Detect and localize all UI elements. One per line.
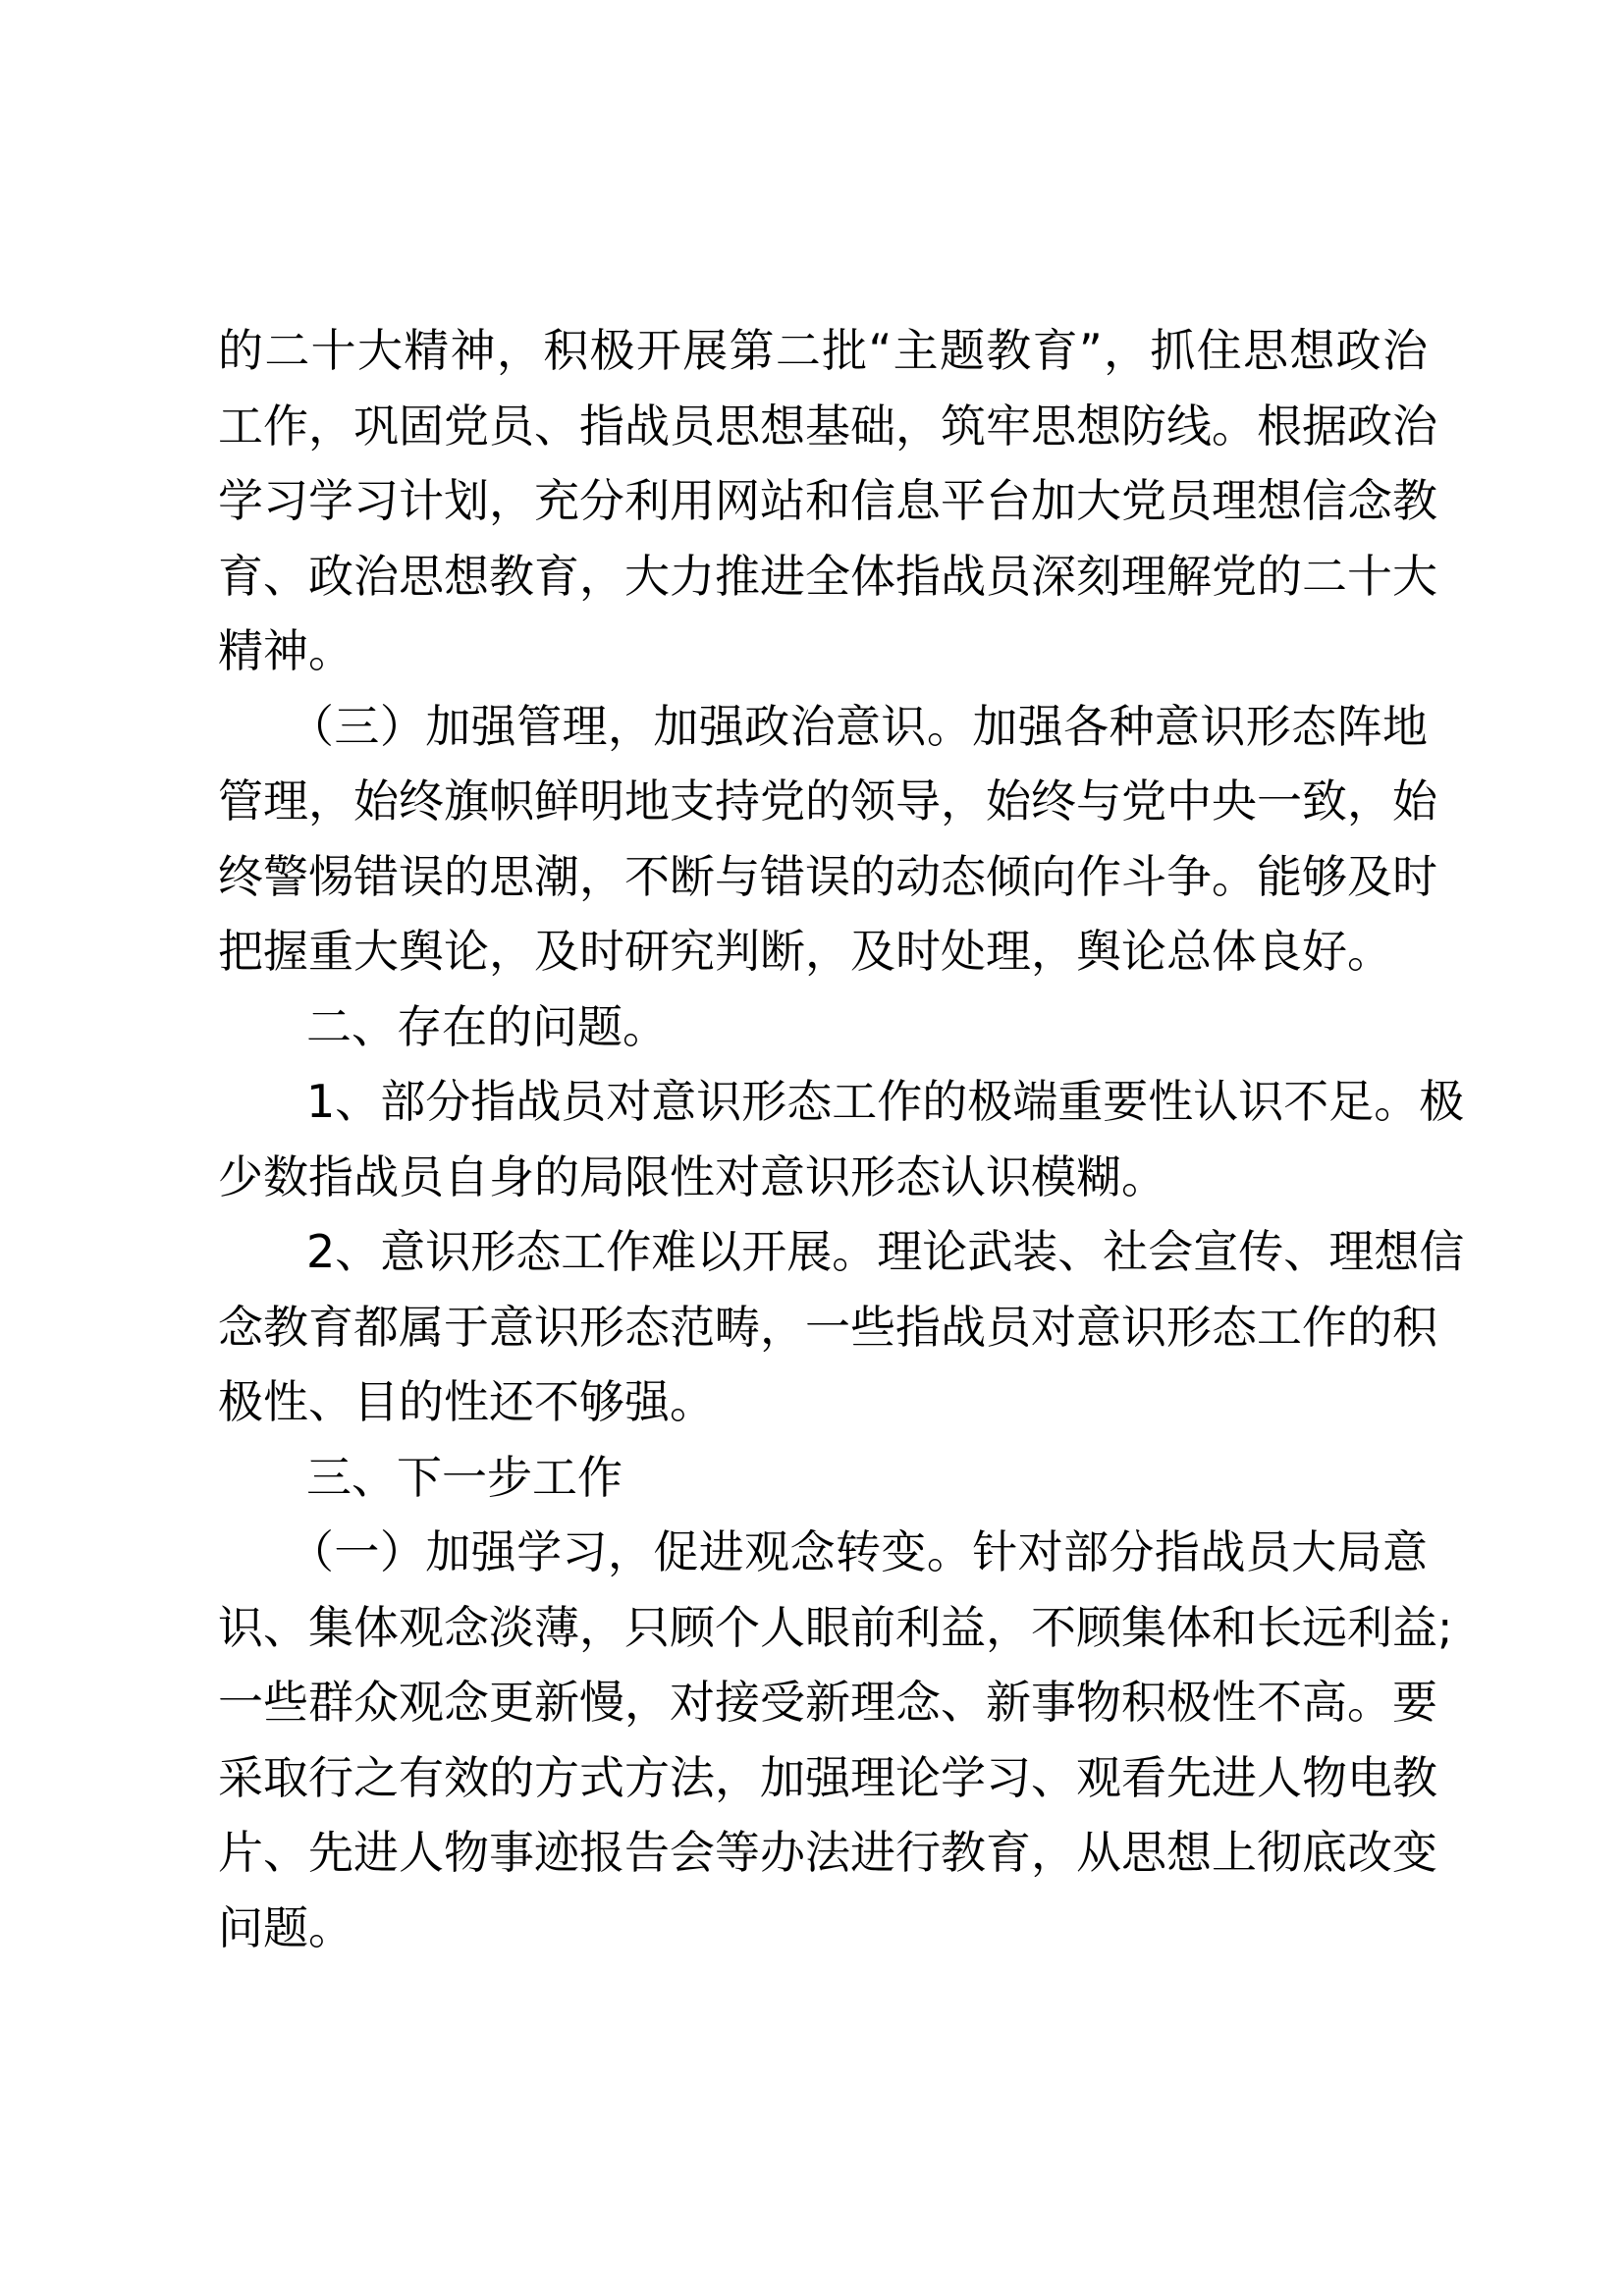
text-line: 极性、目的性还不够强。 — [218, 1375, 715, 1428]
text-line: 终警惕错误的思潮，不断与错误的动态倾向作斗争。能够及时 — [218, 849, 1437, 903]
text-line: 1、部分指战员对意识形态工作的极端重要性认识不足。极 — [306, 1075, 1465, 1128]
text-line: 学习学习计划，充分利用网站和信息平台加大党员理想信念教 — [218, 474, 1437, 527]
text-line: 精神。 — [218, 624, 353, 677]
text-line: 的二十大精神，积极开展第二批“主题教育”，抓住思想政治 — [218, 324, 1428, 377]
paragraph-study-spirit — [218, 313, 1437, 689]
text-line: 少数指战员自身的局限性对意识形态认识模糊。 — [218, 1149, 1166, 1203]
document-page — [218, 313, 1465, 1965]
text-line: （三）加强管理，加强政治意识。加强各种意识形态阵地 — [289, 699, 1428, 753]
text-line: 采取行之有效的方式方法，加强理论学习、观看先进人物电教 — [218, 1750, 1437, 1804]
text-line: 识、集体观念淡薄，只顾个人眼前利益，不顾集体和长远利益; — [218, 1600, 1453, 1654]
text-line: 育、政治思想教育，大力推进全体指战员深刻理解党的二十大 — [218, 549, 1437, 603]
text-line: （一）加强学习，促进观念转变。针对部分指战员大局意 — [289, 1525, 1428, 1578]
heading-next-steps — [218, 1440, 1428, 1516]
paragraph-problem-1 — [218, 1064, 1465, 1214]
text-line: 工作，巩固党员、指战员思想基础，筑牢思想防线。根据政治 — [218, 399, 1437, 453]
paragraph-strengthen-study — [218, 1515, 1453, 1965]
text-line: 片、先进人物事迹报告会等办法进行教育，从思想上彻底改变 — [218, 1826, 1437, 1879]
heading-existing-problems — [218, 989, 1428, 1065]
text-line: 2、意识形态工作难以开展。理论武装、社会宣传、理想信 — [306, 1225, 1465, 1278]
text-line: 一些群众观念更新慢，对接受新理念、新事物积极性不高。要 — [218, 1676, 1437, 1729]
section-heading: 二、存在的问题。 — [306, 999, 668, 1053]
paragraph-strengthen-management — [218, 689, 1437, 989]
paragraph-problem-2 — [218, 1214, 1465, 1440]
text-line: 念教育都属于意识形态范畴，一些指战员对意识形态工作的积 — [218, 1300, 1437, 1354]
text-line: 管理，始终旗帜鲜明地支持党的领导，始终与党中央一致，始 — [218, 774, 1437, 828]
text-line: 问题。 — [218, 1900, 353, 1954]
section-heading: 三、下一步工作 — [306, 1450, 623, 1504]
text-line: 把握重大舆论，及时研究判断，及时处理，舆论总体良好。 — [218, 925, 1392, 978]
